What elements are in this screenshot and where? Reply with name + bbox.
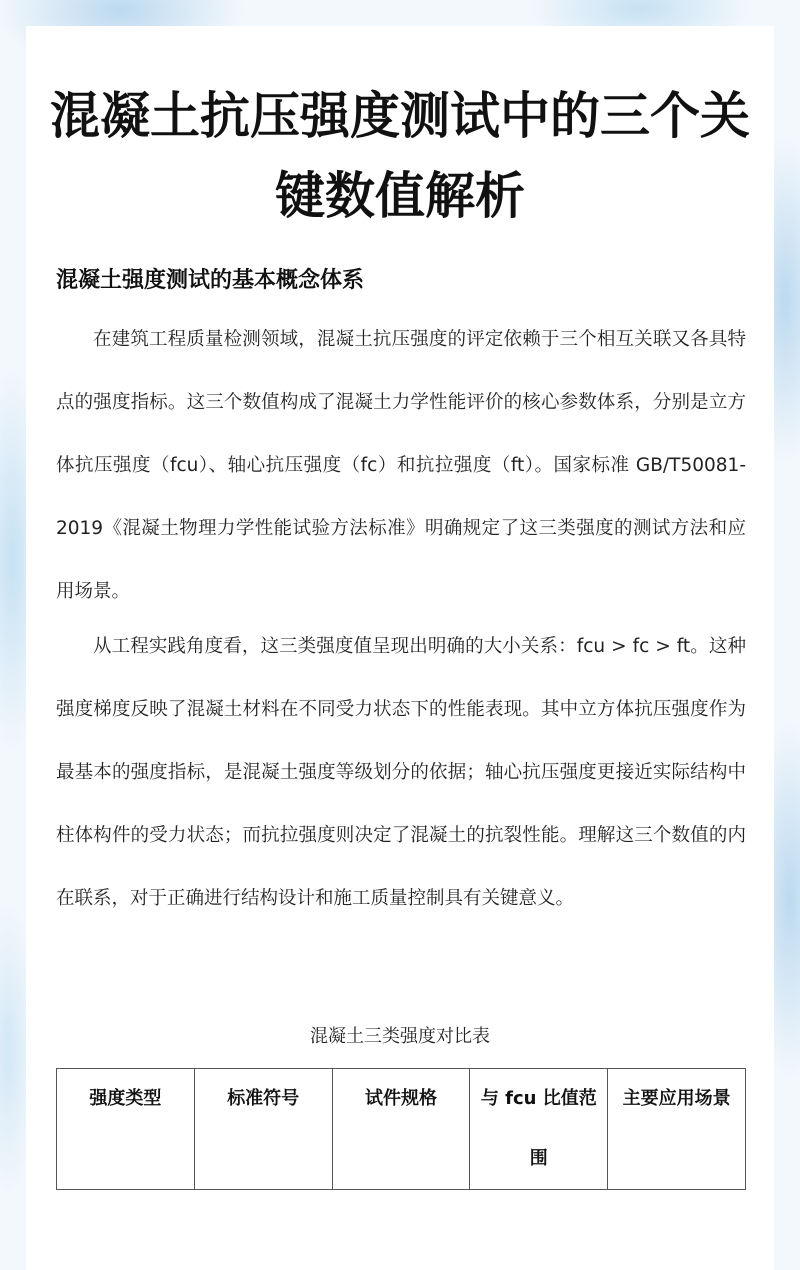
- table-header-cell: 标准符号: [194, 1069, 332, 1190]
- table-caption: 混凝土三类强度对比表: [310, 1026, 490, 1047]
- paragraph-intro: 在建筑工程质量检测领域，混凝土抗压强度的评定依赖于三个相互关联又各具特点的强度指标。这三个数值构成了混凝土力学性能评价的核心参数体系，分别是立方体抗压强度（fcu）、轴心抗压强度（fc）和抗拉强度（ft）。国家标准 GB/T50081-2019《混凝土物理力学性能试验方法标准》明确规定了这三类强度的测试方法和应用场景。: [56, 329, 746, 602]
- article-card: [26, 26, 774, 1270]
- table-header-cell: 强度类型: [57, 1069, 195, 1190]
- table-header-row: [57, 1069, 746, 1190]
- table-header-cell: 与 fcu 比值范围: [470, 1069, 608, 1190]
- comparison-table: [56, 1068, 746, 1190]
- table-header-cell: 试件规格: [332, 1069, 470, 1190]
- article-title: 混凝土抗压强度测试中的三个关键数值解析: [50, 87, 750, 225]
- section-heading: 混凝土强度测试的基本概念体系: [56, 268, 365, 293]
- table-header-cell: 主要应用场景: [608, 1069, 746, 1190]
- paragraph-relationship: 从工程实践角度看，这三类强度值呈现出明确的大小关系：fcu > fc > ft。这种强度梯度反映了混凝土材料在不同受力状态下的性能表现。其中立方体抗压强度作为最基本的强度指标，是混凝土强度等级划分的依据；轴心抗压强度更接近实际结构中柱体构件的受力状态；而抗拉强度则决定了混凝土的抗裂性能。理解这三个数值的内在联系，对于正确进行结构设计和施工质量控制具有关键意义。: [56, 636, 746, 909]
